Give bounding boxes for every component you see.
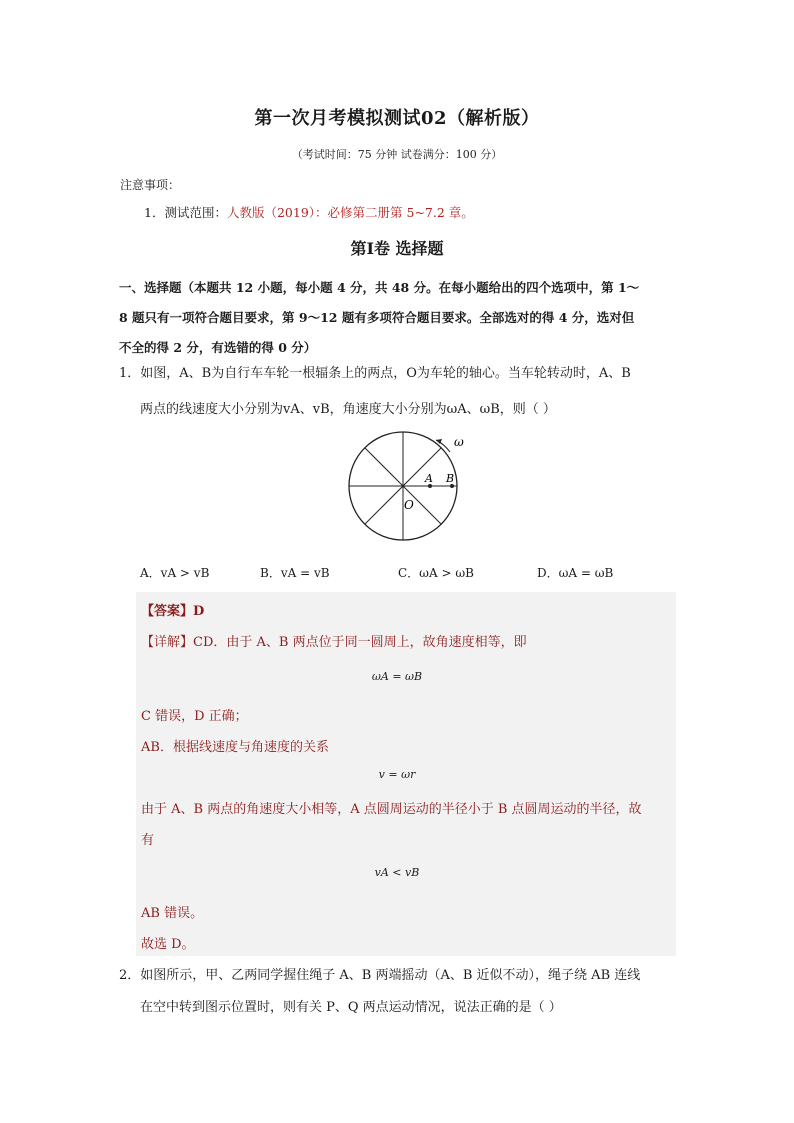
exam-info: （考试时间：75 分钟 试卷满分：100 分） [291,148,503,161]
q1-stem-line1: 1．如图，A、B为自行车车轮一根辐条上的两点，O为车轮的轴心。当车轮转动时，A、B [119,366,631,381]
q2-stem-line2: 在空中转到图示位置时，则有关 P、Q 两点运动情况，说法正确的是（ ） [140,1000,562,1015]
choose-text: 故选 D。 [141,937,195,952]
ab-wrong-text: AB 错误。 [141,906,204,921]
option-c: C．ωA > ωB [398,566,474,580]
option-d: D．ωA = ωB [537,566,614,580]
q1-stem-line2: 两点的线速度大小分别为vA、vB，角速度大小分别为ωA、ωB，则（ ） [140,402,556,417]
equation-3: vA < vB [374,866,420,879]
scope-prefix: 1．测试范围： [144,205,227,220]
part1-line2: 8 题只有一项符合题目要求，第 9～12 题有多项符合题目要求。全部选对的得 4 分，选对但 [119,310,635,325]
test-scope [144,203,474,221]
section-title: 第Ⅰ卷 选择题 [350,239,444,258]
o-label: O [404,498,414,512]
reason-line1: 由于 A、B 两点的角速度大小相等，A 点圆周运动的半径小于 B 点圆周运动的半径，故 [141,802,642,817]
scope-content: 人教版（2019）：必修第二册第 5~7.2 章。 [226,205,474,220]
equation-1: ωA = ωB [371,670,423,683]
option-a: A．vA > vB [140,566,210,580]
ab-relation-text: AB．根据线速度与角速度的关系 [141,740,329,755]
answer-label: 【答案】D [141,604,205,619]
c-wrong-text: C 错误，D 正确； [141,709,248,724]
part1-line3: 不全的得 2 分，有选错的得 0 分） [119,340,317,355]
q2-stem-line1: 2．如图所示，甲、乙两同学握住绳子 A、B 两端摇动（A、B 近似不动），绳子绕 AB 连线 [119,968,641,983]
part1-line1: 一、选择题（本题共 12 小题，每小题 4 分，共 48 分。在每小题给出的四个选项中，第 1～ [119,280,640,295]
answer-detail: 【详解】CD．由于 A、B 两点位于同一圆周上，故角速度相等，即 [141,635,527,650]
wheel-figure [340,430,470,550]
a-label: A [425,472,433,485]
reason-line2: 有 [141,833,155,848]
notice-label: 注意事项： [120,178,181,192]
equation-2: v = ωr [378,768,416,781]
omega-label: ω [454,435,464,449]
page-title: 第一次月考模拟测试02（解析版） [254,108,540,129]
option-b: B．vA = vB [260,566,330,580]
b-label: B [446,472,455,485]
